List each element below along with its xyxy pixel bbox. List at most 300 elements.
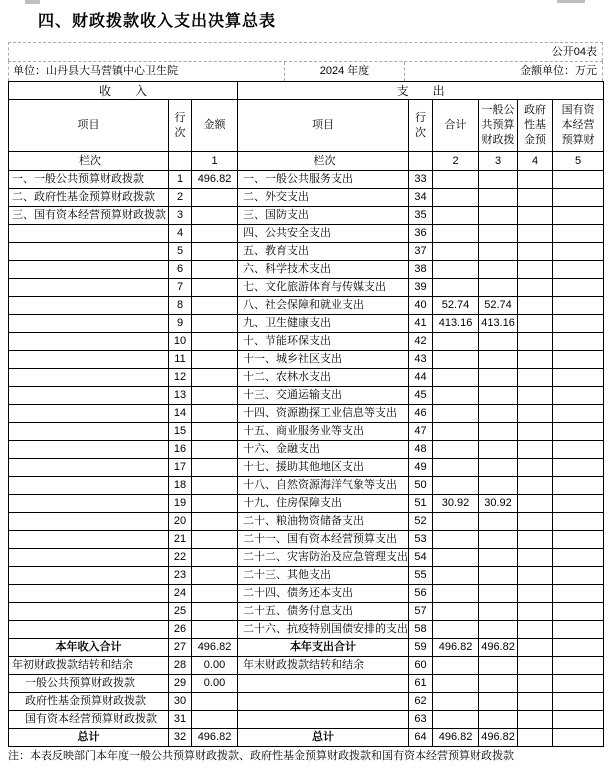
table-body xyxy=(9,171,604,747)
table-row xyxy=(9,639,604,657)
expense-state-capital xyxy=(553,567,604,585)
expense-general-budget xyxy=(479,333,518,351)
expense-line-no: 52 xyxy=(409,513,433,531)
expense-line-no: 42 xyxy=(409,333,433,351)
expense-line-no: 39 xyxy=(409,279,433,297)
scrollbar-artifact-right xyxy=(557,0,585,3)
expense-gov-fund xyxy=(518,621,553,639)
expense-general-budget xyxy=(479,261,518,279)
income-line-no: 24 xyxy=(169,585,192,603)
income-line-no: 11 xyxy=(169,351,192,369)
expense-total xyxy=(433,243,479,261)
expense-state-capital xyxy=(553,207,604,225)
income-line-no: 20 xyxy=(169,513,192,531)
income-line-no: 5 xyxy=(169,243,192,261)
expense-total xyxy=(433,477,479,495)
expense-state-capital xyxy=(553,711,604,729)
expense-item: 五、教育支出 xyxy=(238,243,409,261)
expense-gov-fund xyxy=(518,315,553,333)
income-item xyxy=(9,441,169,459)
table-row xyxy=(9,423,604,441)
expense-general-budget: 496.82 xyxy=(479,639,518,657)
income-amount xyxy=(192,477,238,495)
expense-general-budget xyxy=(479,549,518,567)
col-header-income-amount: 金额 xyxy=(192,100,238,152)
income-item xyxy=(9,333,169,351)
income-amount: 496.82 xyxy=(192,639,238,657)
expense-item: 二十二、灾害防治及应急管理支出 xyxy=(238,549,409,567)
income-line-no: 4 xyxy=(169,225,192,243)
expense-gov-fund xyxy=(518,585,553,603)
expense-gov-fund xyxy=(518,387,553,405)
expense-item: 十、节能环保支出 xyxy=(238,333,409,351)
expense-total xyxy=(433,423,479,441)
sheet-label: 公开04表 xyxy=(8,42,603,61)
expense-gov-fund xyxy=(518,531,553,549)
expense-general-budget: 52.74 xyxy=(479,297,518,315)
expense-gov-fund xyxy=(518,225,553,243)
expense-gov-fund xyxy=(518,459,553,477)
expense-line-no: 43 xyxy=(409,351,433,369)
expense-total xyxy=(433,459,479,477)
expense-state-capital xyxy=(553,531,604,549)
expense-gov-fund xyxy=(518,171,553,189)
income-section-header: 收 入 xyxy=(9,82,238,100)
lanci-expense-line xyxy=(409,152,433,171)
expense-gov-fund xyxy=(518,369,553,387)
expense-item: 十四、资源勘探工业信息等支出 xyxy=(238,405,409,423)
expense-total xyxy=(433,513,479,531)
table-row xyxy=(9,171,604,189)
income-item xyxy=(9,279,169,297)
expense-item: 九、卫生健康支出 xyxy=(238,315,409,333)
expense-total: 52.74 xyxy=(433,297,479,315)
table-row xyxy=(9,369,604,387)
income-line-no: 25 xyxy=(169,603,192,621)
expense-state-capital xyxy=(553,513,604,531)
income-line-no: 31 xyxy=(169,711,192,729)
expense-item: 二十五、债务付息支出 xyxy=(238,603,409,621)
expense-total xyxy=(433,261,479,279)
expense-total xyxy=(433,567,479,585)
income-item: 年初财政拨款结转和结余 xyxy=(9,657,169,675)
expense-line-no: 41 xyxy=(409,315,433,333)
income-line-no: 9 xyxy=(169,315,192,333)
income-line-no: 2 xyxy=(169,189,192,207)
col-header-expense-line: 行次 xyxy=(409,100,433,152)
income-line-no: 7 xyxy=(169,279,192,297)
income-item: 本年收入合计 xyxy=(9,639,169,657)
expense-line-no: 51 xyxy=(409,495,433,513)
table-row xyxy=(9,225,604,243)
expense-state-capital xyxy=(553,225,604,243)
year-label: 2024 年度 xyxy=(284,62,404,81)
table-row xyxy=(9,495,604,513)
expense-total: 496.82 xyxy=(433,729,479,747)
income-amount xyxy=(192,369,238,387)
expense-total xyxy=(433,171,479,189)
income-amount xyxy=(192,297,238,315)
expense-line-no: 33 xyxy=(409,171,433,189)
lanci-col-3: 3 xyxy=(479,152,518,171)
expense-line-no: 45 xyxy=(409,387,433,405)
expense-item: 十八、自然资源海洋气象等支出 xyxy=(238,477,409,495)
expense-item: 二十一、国有资本经营预算支出 xyxy=(238,531,409,549)
income-line-no: 32 xyxy=(169,729,192,747)
expense-item: 三、国防支出 xyxy=(238,207,409,225)
table-row xyxy=(9,711,604,729)
expense-general-budget xyxy=(479,189,518,207)
income-item: 三、国有资本经营预算财政拨款 xyxy=(9,207,169,225)
table-row xyxy=(9,279,604,297)
expense-total xyxy=(433,603,479,621)
income-item xyxy=(9,297,169,315)
income-amount: 0.00 xyxy=(192,675,238,693)
income-item: 政府性基金预算财政拨款 xyxy=(9,693,169,711)
income-item xyxy=(9,315,169,333)
table-row xyxy=(9,531,604,549)
lanci-income-line xyxy=(169,152,192,171)
expense-item xyxy=(238,675,409,693)
expense-total: 30.92 xyxy=(433,495,479,513)
expense-line-no: 64 xyxy=(409,729,433,747)
expense-gov-fund xyxy=(518,297,553,315)
income-line-no: 16 xyxy=(169,441,192,459)
expense-gov-fund xyxy=(518,693,553,711)
expense-state-capital xyxy=(553,189,604,207)
table-row xyxy=(9,261,604,279)
col-header-state-capital: 国有资本经营预算财 xyxy=(553,100,604,152)
column-index-row xyxy=(9,152,604,171)
expense-general-budget xyxy=(479,693,518,711)
income-item xyxy=(9,621,169,639)
expense-state-capital xyxy=(553,333,604,351)
expense-item: 本年支出合计 xyxy=(238,639,409,657)
expense-general-budget xyxy=(479,531,518,549)
expense-gov-fund xyxy=(518,729,553,747)
expense-item: 十三、交通运输支出 xyxy=(238,387,409,405)
income-line-no: 1 xyxy=(169,171,192,189)
expense-total xyxy=(433,189,479,207)
expense-line-no: 34 xyxy=(409,189,433,207)
column-header-row xyxy=(9,100,604,152)
expense-gov-fund xyxy=(518,243,553,261)
expense-state-capital xyxy=(553,585,604,603)
income-amount xyxy=(192,351,238,369)
table-row xyxy=(9,207,604,225)
expense-general-budget xyxy=(479,351,518,369)
table-row xyxy=(9,297,604,315)
expense-gov-fund xyxy=(518,513,553,531)
income-amount xyxy=(192,333,238,351)
income-line-no: 17 xyxy=(169,459,192,477)
expense-item: 六、科学技术支出 xyxy=(238,261,409,279)
table-row xyxy=(9,351,604,369)
expense-general-budget xyxy=(479,225,518,243)
lanci-income-label: 栏次 xyxy=(9,152,169,171)
income-amount xyxy=(192,405,238,423)
table-row xyxy=(9,405,604,423)
income-line-no: 26 xyxy=(169,621,192,639)
expense-state-capital xyxy=(553,549,604,567)
expense-total xyxy=(433,531,479,549)
table-row xyxy=(9,729,604,747)
income-item xyxy=(9,477,169,495)
expense-total xyxy=(433,351,479,369)
income-line-no: 23 xyxy=(169,567,192,585)
expense-state-capital xyxy=(553,261,604,279)
page-title: 四、财政拨款收入支出决算总表 xyxy=(38,13,277,30)
expense-gov-fund xyxy=(518,333,553,351)
expense-state-capital xyxy=(553,441,604,459)
income-amount xyxy=(192,243,238,261)
expense-item: 二十三、其他支出 xyxy=(238,567,409,585)
expense-gov-fund xyxy=(518,261,553,279)
table-row xyxy=(9,459,604,477)
expense-total xyxy=(433,207,479,225)
lanci-col-5: 5 xyxy=(553,152,604,171)
expense-gov-fund xyxy=(518,477,553,495)
expense-line-no: 38 xyxy=(409,261,433,279)
table-row xyxy=(9,189,604,207)
income-amount xyxy=(192,261,238,279)
income-line-no: 29 xyxy=(169,675,192,693)
income-amount xyxy=(192,531,238,549)
expense-line-no: 57 xyxy=(409,603,433,621)
section-header-row xyxy=(9,82,604,100)
expense-line-no: 49 xyxy=(409,459,433,477)
expense-item: 十九、住房保障支出 xyxy=(238,495,409,513)
expense-item: 二十、粮油物资储备支出 xyxy=(238,513,409,531)
expense-state-capital xyxy=(553,477,604,495)
income-line-no: 3 xyxy=(169,207,192,225)
income-amount: 496.82 xyxy=(192,171,238,189)
income-item xyxy=(9,387,169,405)
income-amount xyxy=(192,315,238,333)
table-row xyxy=(9,675,604,693)
table-row xyxy=(9,549,604,567)
income-amount xyxy=(192,621,238,639)
income-amount xyxy=(192,513,238,531)
expense-line-no: 56 xyxy=(409,585,433,603)
expense-total xyxy=(433,711,479,729)
table-row xyxy=(9,693,604,711)
expense-general-budget xyxy=(479,171,518,189)
expense-state-capital xyxy=(553,297,604,315)
expense-item: 总计 xyxy=(238,729,409,747)
expense-total xyxy=(433,657,479,675)
expense-line-no: 47 xyxy=(409,423,433,441)
income-item xyxy=(9,567,169,585)
scrollbar-artifact-left xyxy=(25,0,40,4)
expense-total xyxy=(433,369,479,387)
income-amount xyxy=(192,711,238,729)
expense-total xyxy=(433,405,479,423)
expense-state-capital xyxy=(553,693,604,711)
income-item: 二、政府性基金预算财政拨款 xyxy=(9,189,169,207)
income-item xyxy=(9,225,169,243)
expense-item: 十五、商业服务业等支出 xyxy=(238,423,409,441)
expense-item: 二十六、抗疫特别国债安排的支出 xyxy=(238,621,409,639)
income-item: 一般公共预算财政拨款 xyxy=(9,675,169,693)
expense-general-budget xyxy=(479,243,518,261)
expense-total xyxy=(433,279,479,297)
expense-general-budget xyxy=(479,513,518,531)
expense-item xyxy=(238,711,409,729)
table-row xyxy=(9,243,604,261)
expense-state-capital xyxy=(553,279,604,297)
income-item xyxy=(9,495,169,513)
expense-gov-fund xyxy=(518,423,553,441)
expense-line-no: 40 xyxy=(409,297,433,315)
table-row xyxy=(9,657,604,675)
table-row xyxy=(9,441,604,459)
expense-state-capital xyxy=(553,675,604,693)
income-amount xyxy=(192,279,238,297)
col-header-expense-total: 合计 xyxy=(433,100,479,152)
table-row xyxy=(9,477,604,495)
table-row xyxy=(9,387,604,405)
income-item xyxy=(9,531,169,549)
expense-line-no: 58 xyxy=(409,621,433,639)
meta-row xyxy=(8,61,603,81)
income-line-no: 27 xyxy=(169,639,192,657)
expense-line-no: 60 xyxy=(409,657,433,675)
income-amount xyxy=(192,387,238,405)
expense-gov-fund xyxy=(518,603,553,621)
expense-general-budget xyxy=(479,621,518,639)
fiscal-summary-table xyxy=(8,81,604,747)
expense-line-no: 50 xyxy=(409,477,433,495)
expense-state-capital xyxy=(553,639,604,657)
expense-total xyxy=(433,549,479,567)
expense-general-budget xyxy=(479,369,518,387)
table-row xyxy=(9,513,604,531)
income-line-no: 21 xyxy=(169,531,192,549)
expense-line-no: 61 xyxy=(409,675,433,693)
income-item: 国有资本经营预算财政拨款 xyxy=(9,711,169,729)
income-amount xyxy=(192,189,238,207)
expense-general-budget xyxy=(479,603,518,621)
expense-line-no: 55 xyxy=(409,567,433,585)
expense-general-budget xyxy=(479,459,518,477)
expense-gov-fund xyxy=(518,495,553,513)
expense-state-capital xyxy=(553,243,604,261)
lanci-expense-label: 栏次 xyxy=(238,152,409,171)
expense-total xyxy=(433,675,479,693)
table-row xyxy=(9,567,604,585)
expense-total xyxy=(433,225,479,243)
income-amount xyxy=(192,495,238,513)
lanci-income-amount: 1 xyxy=(192,152,238,171)
income-line-no: 30 xyxy=(169,693,192,711)
income-line-no: 22 xyxy=(169,549,192,567)
expense-item: 二、外交支出 xyxy=(238,189,409,207)
expense-general-budget xyxy=(479,405,518,423)
table-row xyxy=(9,585,604,603)
income-item xyxy=(9,405,169,423)
income-amount xyxy=(192,567,238,585)
expense-general-budget xyxy=(479,387,518,405)
expense-total xyxy=(433,621,479,639)
expense-total: 413.16 xyxy=(433,315,479,333)
income-amount xyxy=(192,423,238,441)
expense-general-budget: 413.16 xyxy=(479,315,518,333)
expense-general-budget xyxy=(479,279,518,297)
expense-gov-fund xyxy=(518,189,553,207)
income-amount xyxy=(192,549,238,567)
expense-gov-fund xyxy=(518,639,553,657)
col-header-income-line: 行次 xyxy=(169,100,192,152)
income-line-no: 14 xyxy=(169,405,192,423)
expense-total xyxy=(433,441,479,459)
expense-line-no: 36 xyxy=(409,225,433,243)
lanci-col-2: 2 xyxy=(433,152,479,171)
income-item xyxy=(9,243,169,261)
income-item xyxy=(9,261,169,279)
income-item xyxy=(9,585,169,603)
income-item: 一、一般公共预算财政拨款 xyxy=(9,171,169,189)
expense-general-budget xyxy=(479,585,518,603)
report-sheet xyxy=(8,42,603,747)
expense-state-capital xyxy=(553,423,604,441)
expense-general-budget xyxy=(479,711,518,729)
income-line-no: 10 xyxy=(169,333,192,351)
expense-general-budget xyxy=(479,441,518,459)
expense-line-no: 63 xyxy=(409,711,433,729)
expense-line-no: 53 xyxy=(409,531,433,549)
expense-item: 十六、金融支出 xyxy=(238,441,409,459)
income-line-no: 28 xyxy=(169,657,192,675)
income-line-no: 6 xyxy=(169,261,192,279)
expense-section-header: 支 出 xyxy=(238,82,604,100)
income-item xyxy=(9,351,169,369)
expense-gov-fund xyxy=(518,675,553,693)
expense-general-budget xyxy=(479,423,518,441)
income-amount xyxy=(192,207,238,225)
expense-item: 二十四、债务还本支出 xyxy=(238,585,409,603)
income-item xyxy=(9,423,169,441)
table-row xyxy=(9,621,604,639)
expense-general-budget xyxy=(479,657,518,675)
expense-gov-fund xyxy=(518,567,553,585)
expense-state-capital xyxy=(553,729,604,747)
expense-line-no: 37 xyxy=(409,243,433,261)
income-item xyxy=(9,513,169,531)
income-item xyxy=(9,369,169,387)
table-row xyxy=(9,333,604,351)
expense-line-no: 44 xyxy=(409,369,433,387)
expense-item xyxy=(238,693,409,711)
income-line-no: 13 xyxy=(169,387,192,405)
income-amount xyxy=(192,693,238,711)
expense-total xyxy=(433,693,479,711)
expense-general-budget xyxy=(479,477,518,495)
expense-state-capital xyxy=(553,387,604,405)
expense-line-no: 62 xyxy=(409,693,433,711)
income-amount xyxy=(192,441,238,459)
footnote: 注：本表反映部门本年度一般公共预算财政拨款、政府性基金预算财政拨款和国有资本经营预算财政拨款 xyxy=(8,750,514,762)
income-line-no: 8 xyxy=(169,297,192,315)
income-amount: 0.00 xyxy=(192,657,238,675)
income-amount xyxy=(192,585,238,603)
expense-line-no: 46 xyxy=(409,405,433,423)
expense-item: 八、社会保障和就业支出 xyxy=(238,297,409,315)
amount-unit-label: 金额单位：万元 xyxy=(404,62,602,81)
col-header-general-budget: 一般公共预算财政拨 xyxy=(479,100,518,152)
expense-total xyxy=(433,387,479,405)
expense-state-capital xyxy=(553,171,604,189)
